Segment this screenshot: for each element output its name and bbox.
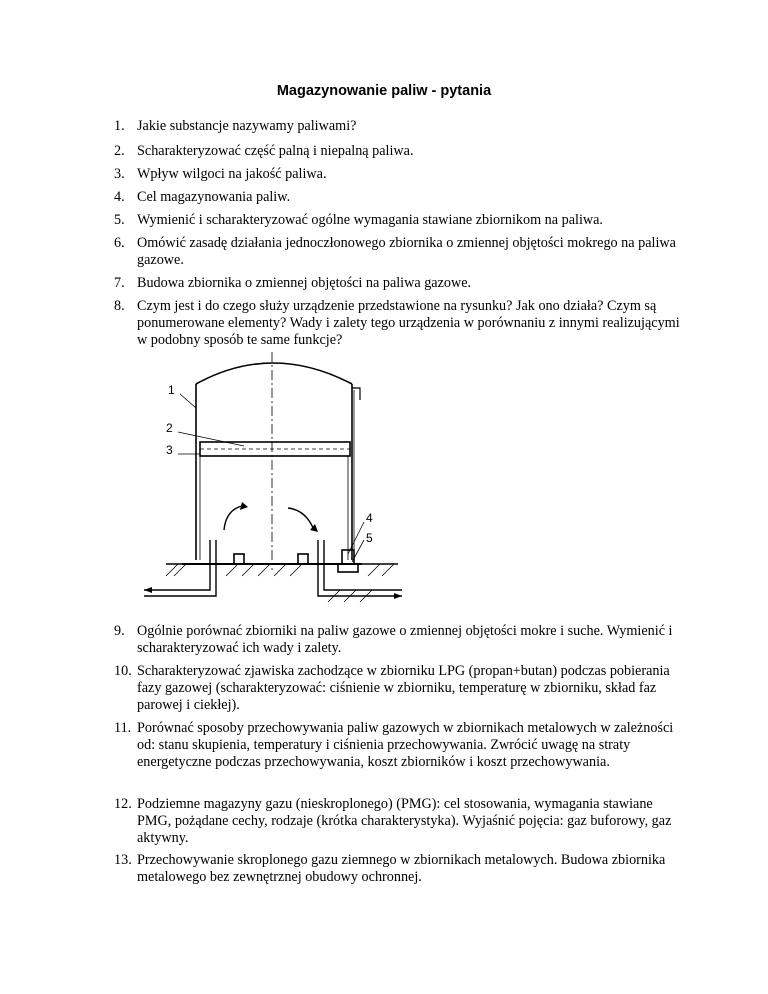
inflow-arrow [224,506,242,530]
question-text: Scharakteryzować część palną i niepalną paliwa. [137,143,414,159]
question-number: 5. [114,212,125,228]
tank-dome [196,363,352,384]
inlet-pipe-outer [144,540,216,596]
question-text: Jakie substancje nazywamy paliwami? [137,118,357,134]
outflow-arrow [288,508,314,530]
diagram-label-3: 3 [166,443,173,457]
question-text: Podziemne magazyny gazu (nieskroplonego) (PMG): cel stosowania, wymagania stawiane PMG, pożądane cechy, rodzaje (krótka charakterystyka). Wyjaśnić pojęcia: gaz buforowy, gaz aktywny. [137,796,672,846]
question-text: Przechowywanie skroplonego gazu ziemnego w zbiornikach metalowych. Budowa zbiornika metalowego bez zewnętrznej obudowy ochronnej. [137,852,666,885]
diagram-label-4: 4 [366,511,373,525]
question-number: 12. [114,796,132,812]
ground-hatch [226,564,238,576]
top-rail [352,388,360,400]
ground-hatch [258,564,270,576]
ground-hatch [368,564,380,576]
question-text: Czym jest i do czego służy urządzenie przedstawione na rysunku? Jak ono działa? Czym są ponumerowane elementy? Wady i zalety tego urządzenia w porównaniu z innymi realizującymi w podobny sposób te same funkcje? [137,298,680,348]
ground-hatch [382,564,394,576]
outlet-pipe [318,540,402,596]
diagram-label-2: 2 [166,421,173,435]
question-number: 3. [114,166,125,182]
ground-hatch [274,564,286,576]
question-number: 4. [114,189,125,205]
diagram-label-1: 1 [168,383,175,397]
diagram-label-5: 5 [366,531,373,545]
question-text: Wpływ wilgoci na jakość paliwa. [137,166,327,182]
question-text: Porównać sposoby przechowywania paliw gazowych w zbiornikach metalowych w zależności od: stanu skupienia, temperatury i ciśnienia przechowywania. Zwrócić uwagę na straty energetyczne podczas przechowywania, koszt zbiorników i koszt przechowywania. [137,720,674,770]
question-number: 7. [114,275,125,291]
question-text: Cel magazynowania paliw. [137,189,291,205]
ground-hatch [290,564,302,576]
question-number: 13. [114,852,132,868]
question-number: 8. [114,298,125,314]
question-number: 11. [114,720,132,736]
question-number: 2. [114,143,125,159]
ground-hatch [242,564,254,576]
question-text: Omówić zasadę działania jednoczłonowego zbiornika o zmiennej objętości mokrego na paliwa gazowe. [137,235,676,268]
outlet-arrowhead [394,593,402,599]
question-number: 9. [114,623,125,639]
gas-holder-drawing [138,350,418,610]
leader-4 [348,522,364,554]
leader-1 [180,394,196,408]
valve-base [338,564,358,572]
leader-2 [178,432,244,446]
support-block [234,554,244,564]
question-text: Ogólnie porównać zbiorniki na paliw gazowe o zmiennej objętości mokre i suche. Wymienić i scharakteryzować ich wady i zalety. [137,623,673,656]
support-block [298,554,308,564]
question-number: 10. [114,663,132,679]
question-text: Wymienić i scharakteryzować ogólne wymagania stawiane zbiornikom na paliwa. [137,212,603,228]
inflow-arrowhead [240,502,248,510]
inlet-arrowhead [144,587,152,593]
question-number: 1. [114,118,125,134]
question-text: Budowa zbiornika o zmiennej objętości na paliwa gazowe. [137,275,472,291]
gas-holder-diagram [138,350,418,610]
page-title: Magazynowanie paliw - pytania [276,83,492,99]
question-number: 6. [114,235,125,251]
question-text: Scharakteryzować zjawiska zachodzące w zbiorniku LPG (propan+butan) podczas pobierania fazy gazowej (scharakteryzować: ciśnienie w zbiorniku, temperaturę w zbiorniku, skład faz parowej i ciekłej). [137,663,670,713]
